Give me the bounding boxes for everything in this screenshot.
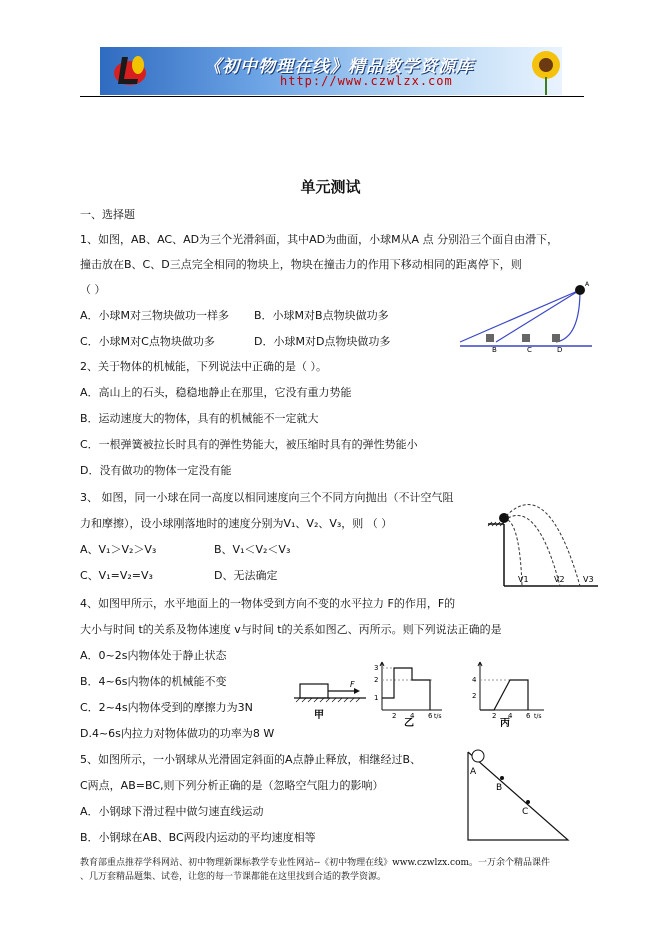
q2-option-c: C．一根弹簧被拉长时具有的弹性势能大，被压缩时具有的弹性势能小 — [80, 438, 418, 451]
q1-stem-3: （ ） — [80, 283, 106, 296]
q4-graph-bing — [470, 660, 550, 729]
q2-stem: 2、关于物体的机械能，下列说法中正确的是（ ）。 — [80, 360, 327, 373]
q4-option-a: A．0~2s内物体处于静止状态 — [80, 649, 227, 662]
q3-option-d: D、无法确定 — [214, 569, 278, 582]
q5-option-b: B．小钢球在AB、BC两段内运动的平均速度相等 — [80, 831, 316, 844]
q3-label-v3: V3 — [583, 575, 594, 584]
banner-url[interactable]: http://www.czwlzx.com — [280, 74, 453, 88]
q1-label-b: B — [492, 346, 497, 354]
q4-option-c: C．2~4s内物体受到的摩擦力为3N — [80, 701, 253, 714]
q4-t-tick: 4 — [508, 712, 513, 720]
q3-option-a: A、V₁＞V₂＞V₃ — [80, 543, 157, 556]
q2-option-b: B．运动速度大的物体，具有的机械能不一定就大 — [80, 412, 319, 425]
q4-f-tick: 3 — [374, 664, 379, 672]
q4-t-tick: 2 — [392, 712, 397, 720]
section-heading: 一、选择题 — [80, 208, 135, 221]
q1-label-a: A — [585, 281, 590, 288]
q4-option-d: D.4~6s内拉力对物体做功的功率为8 W — [80, 727, 275, 740]
q5-slope-figure — [464, 748, 574, 848]
sunflower-icon — [530, 47, 562, 95]
q1-stem-1: 1、如图，AB、AC、AD为三个光滑斜面，其中AD为曲面，小球M从A 点 分别沿三个面自由滑下， — [80, 233, 559, 246]
banner-title: 《初中物理在线》精品教学资源库 — [204, 57, 474, 77]
q1-stem-2: 撞击放在B、C、D三点完全相同的物块上，物块在撞击力的作用下移动相同的距离停下，则 — [80, 258, 522, 271]
q4-t-tick: 2 — [492, 712, 497, 720]
q4-f-tick: 1 — [374, 694, 379, 702]
q4-t-unit: t/s — [534, 713, 542, 720]
q2-option-a: A．高山上的石头，稳稳地静止在那里，它没有重力势能 — [80, 386, 352, 399]
header-divider — [80, 96, 584, 97]
q1-label-d: D — [557, 346, 563, 354]
q4-f-tick: 2 — [374, 676, 379, 684]
q4-stem-2: 大小与时间 t的关系及物体速度 v与时间 t的关系如图乙、丙所示。则下列说法正确的是 — [80, 623, 502, 636]
q5-label-b: B — [496, 783, 503, 793]
q5-label-c: C — [522, 807, 529, 817]
site-banner — [100, 47, 562, 95]
q4-t-tick: 4 — [410, 712, 415, 720]
q4-force-label: F — [350, 680, 355, 689]
q1-label-c: C — [527, 346, 532, 354]
q5-option-a: A．小钢球下滑过程中做匀速直线运动 — [80, 805, 264, 818]
q4-v-tick: 2 — [472, 692, 477, 700]
q4-label-bing: 丙 — [500, 718, 510, 729]
q1-option-d: D．小球M对D点物块做功多 — [254, 335, 391, 348]
q5-stem-2: C两点，AB=BC,则下列分析正确的是（忽略空气阻力的影响） — [80, 779, 384, 792]
q5-label-a: A — [470, 767, 477, 777]
site-logo-icon — [112, 53, 148, 89]
q4-option-b: B．4~6s内物体的机械能不变 — [80, 675, 227, 688]
q3-stem-1: 3、 如图，同一小球在同一高度以相同速度向三个不同方向抛出（不计空气阻 — [80, 491, 454, 504]
q2-option-d: D．没有做功的物体一定没有能 — [80, 464, 232, 477]
q3-projectile-figure — [488, 488, 600, 588]
q4-v-tick: 4 — [472, 676, 477, 684]
page-title: 单元测试 — [300, 178, 361, 196]
q3-stem-2: 力和摩擦），设小球刚落地时的速度分别为V₁、V₂、V₃，则 （ ） — [80, 517, 393, 530]
q4-graph-yi — [372, 660, 446, 729]
footer-line-2: 、几万套精品题集、试卷，让您的每一节课都能在这里找到合适的教学资源。 — [80, 872, 387, 882]
q4-stem-1: 4、如图甲所示，水平地面上的一物体受到方向不变的水平拉力 F的作用，F的 — [80, 597, 456, 610]
q3-label-v1: V1 — [518, 575, 529, 584]
q3-option-b: B、V₁＜V₂＜V₃ — [214, 543, 291, 556]
q4-t-tick: 6 — [526, 712, 531, 720]
q1-option-a: A．小球M对三物块做功一样多 — [80, 309, 230, 322]
q4-t-unit: t/s — [434, 713, 442, 720]
q4-label-yi: 乙 — [404, 718, 414, 729]
q3-option-c: C、V₁=V₂=V₃ — [80, 569, 153, 582]
q1-option-c: C．小球M对C点物块做功多 — [80, 335, 215, 348]
q4-figure-jia — [294, 680, 368, 720]
footer-line-1: 教育部重点推荐学科网站、初中物理新课标教学专业性网站--《初中物理在线》www.czwlzx.com。一万余个精品课件 — [80, 858, 551, 868]
q4-t-tick: 6 — [428, 712, 433, 720]
q1-incline-figure — [456, 280, 596, 352]
q4-label-jia: 甲 — [314, 710, 324, 721]
q5-stem-1: 5、如图所示，一小钢球从光滑固定斜面的A点静止释放，相继经过B、 — [80, 753, 422, 766]
q3-label-v2: V2 — [554, 575, 565, 584]
q1-option-b: B．小球M对B点物块做功多 — [254, 309, 389, 322]
